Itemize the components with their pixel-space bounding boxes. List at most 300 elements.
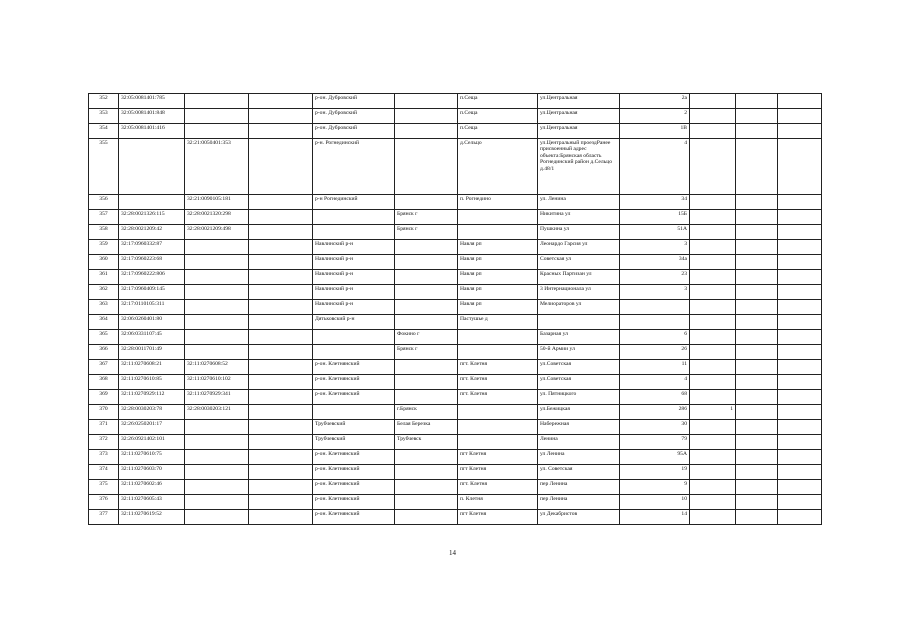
street-cell: ул.Центральная: [538, 94, 620, 109]
city-cell: [395, 270, 458, 285]
building-cell: [690, 225, 736, 240]
district-cell: [313, 405, 395, 420]
city-cell: [395, 195, 458, 210]
building-cadastral-cell: 32:11:0270608:52: [185, 360, 249, 375]
row-number-cell: 358: [89, 225, 119, 240]
extra-cell-1: [736, 315, 778, 330]
extra-cell-2: [778, 225, 822, 240]
row-number-cell: 370: [89, 405, 119, 420]
district-cell: Дятьковский р-н: [313, 315, 395, 330]
street-cell: ул.Центральный проездРанее присвоенный адрес объекта:Брянская область Рогнединский район д.Сельцо д.48/1: [538, 139, 620, 195]
settlement-cell: [458, 405, 538, 420]
house-number-cell: 6: [620, 330, 690, 345]
building-cadastral-cell: [185, 109, 249, 124]
house-number-cell: 34а: [620, 255, 690, 270]
cadastral-number-cell: 32:11:0270619:52: [119, 510, 185, 525]
building-cell: [690, 345, 736, 360]
street-cell: [538, 315, 620, 330]
settlement-cell: [458, 420, 538, 435]
extra-cell-2: [778, 139, 822, 195]
extra-cell-1: [736, 225, 778, 240]
extra-cell-1: [736, 480, 778, 495]
city-cell: Трубчевск: [395, 435, 458, 450]
settlement-cell: Навля рп: [458, 300, 538, 315]
extra-cell-1: [736, 405, 778, 420]
cadastral-number-cell: 32:28:0021209:42: [119, 225, 185, 240]
street-cell: Леонардо Гарсия ул: [538, 240, 620, 255]
table-row: [89, 330, 822, 345]
cadastral-number-cell: 32:17:0960409:145: [119, 285, 185, 300]
district-cell: [313, 225, 395, 240]
building-cadastral-cell: [185, 450, 249, 465]
street-cell: 3 Интернационала ул: [538, 285, 620, 300]
extra-cadastral-cell: [249, 270, 313, 285]
extra-cadastral-cell: [249, 330, 313, 345]
house-number-cell: 51А: [620, 225, 690, 240]
extra-cell-1: [736, 495, 778, 510]
city-cell: [395, 375, 458, 390]
district-cell: [313, 345, 395, 360]
building-cell: [690, 210, 736, 225]
building-cadastral-cell: [185, 510, 249, 525]
district-cell: р-н. Рогнединский: [313, 139, 395, 195]
table-row: [89, 240, 822, 255]
settlement-cell: п.Сеща: [458, 124, 538, 139]
row-number-cell: 366: [89, 345, 119, 360]
extra-cadastral-cell: [249, 109, 313, 124]
extra-cell-1: [736, 139, 778, 195]
building-cell: [690, 390, 736, 405]
building-cadastral-cell: 32:28:0021320:298: [185, 210, 249, 225]
table-row: [89, 345, 822, 360]
row-number-cell: 361: [89, 270, 119, 285]
table-row: [89, 420, 822, 435]
building-cadastral-cell: [185, 300, 249, 315]
settlement-cell: [458, 345, 538, 360]
city-cell: Фокино г: [395, 330, 458, 345]
extra-cadastral-cell: [249, 255, 313, 270]
district-cell: р-он. Дубровский: [313, 109, 395, 124]
house-number-cell: 26: [620, 345, 690, 360]
city-cell: Брянск г: [395, 210, 458, 225]
extra-cell-1: [736, 210, 778, 225]
extra-cell-2: [778, 345, 822, 360]
table-row: [89, 450, 822, 465]
building-cadastral-cell: 32:11:0270610:102: [185, 375, 249, 390]
extra-cadastral-cell: [249, 420, 313, 435]
row-number-cell: 362: [89, 285, 119, 300]
extra-cell-2: [778, 195, 822, 210]
district-cell: р-н Рогнединский: [313, 195, 395, 210]
city-cell: [395, 465, 458, 480]
cadastral-number-cell: 32:28:0021326:115: [119, 210, 185, 225]
cadastral-number-cell: 32:11:0270605:43: [119, 495, 185, 510]
extra-cadastral-cell: [249, 345, 313, 360]
building-cadastral-cell: [185, 480, 249, 495]
table-row: [89, 124, 822, 139]
row-number-cell: 359: [89, 240, 119, 255]
settlement-cell: Навля рп: [458, 255, 538, 270]
settlement-cell: [458, 330, 538, 345]
extra-cell-2: [778, 390, 822, 405]
extra-cell-1: [736, 195, 778, 210]
city-cell: [395, 390, 458, 405]
cadastral-number-cell: 32:17:0960222:806: [119, 270, 185, 285]
district-cell: р-он. Дубровский: [313, 124, 395, 139]
city-cell: [395, 300, 458, 315]
house-number-cell: 79: [620, 435, 690, 450]
house-number-cell: 11: [620, 360, 690, 375]
extra-cell-1: [736, 390, 778, 405]
cadastral-number-cell: 32:11:0270610:75: [119, 450, 185, 465]
street-cell: ул. Пятницкого: [538, 390, 620, 405]
building-cell: [690, 330, 736, 345]
extra-cell-2: [778, 510, 822, 525]
district-cell: р-он. Клетнянский: [313, 510, 395, 525]
district-cell: Навлинский р-н: [313, 300, 395, 315]
building-cell: [690, 109, 736, 124]
extra-cell-2: [778, 360, 822, 375]
extra-cadastral-cell: [249, 195, 313, 210]
house-number-cell: 4: [620, 375, 690, 390]
settlement-cell: пгт. Клетня: [458, 390, 538, 405]
settlement-cell: пгт. Клетня: [458, 375, 538, 390]
city-cell: [395, 285, 458, 300]
extra-cell-1: [736, 285, 778, 300]
settlement-cell: п.Сеща: [458, 94, 538, 109]
table-row: [89, 480, 822, 495]
table-row: [89, 255, 822, 270]
building-cell: [690, 94, 736, 109]
table-row: [89, 315, 822, 330]
extra-cadastral-cell: [249, 510, 313, 525]
house-number-cell: 10: [620, 495, 690, 510]
house-number-cell: [620, 300, 690, 315]
extra-cadastral-cell: [249, 390, 313, 405]
cadastral-number-cell: 32:17:0960332:87: [119, 240, 185, 255]
table-row: [89, 210, 822, 225]
settlement-cell: пгт Клетня: [458, 465, 538, 480]
house-number-cell: 286: [620, 405, 690, 420]
house-number-cell: 23: [620, 270, 690, 285]
district-cell: р-он. Клетнянский: [313, 465, 395, 480]
extra-cadastral-cell: [249, 210, 313, 225]
extra-cell-2: [778, 315, 822, 330]
settlement-cell: [458, 435, 538, 450]
cadastral-number-cell: 32:11:0270610:85: [119, 375, 185, 390]
street-cell: ул. Советская: [538, 465, 620, 480]
settlement-cell: п. Клетня: [458, 495, 538, 510]
extra-cell-2: [778, 94, 822, 109]
building-cell: [690, 510, 736, 525]
row-number-cell: 373: [89, 450, 119, 465]
settlement-cell: пгт Клетня: [458, 450, 538, 465]
row-number-cell: 357: [89, 210, 119, 225]
house-number-cell: 15Б: [620, 210, 690, 225]
extra-cell-1: [736, 420, 778, 435]
extra-cadastral-cell: [249, 375, 313, 390]
house-number-cell: 3: [620, 285, 690, 300]
cadastral-number-cell: 32:05:0081401:785: [119, 94, 185, 109]
building-cadastral-cell: [185, 124, 249, 139]
row-number-cell: 377: [89, 510, 119, 525]
extra-cadastral-cell: [249, 240, 313, 255]
row-number-cell: 367: [89, 360, 119, 375]
district-cell: [313, 210, 395, 225]
building-cadastral-cell: [185, 285, 249, 300]
district-cell: р-он. Клетнянский: [313, 480, 395, 495]
extra-cadastral-cell: [249, 495, 313, 510]
table-row: [89, 390, 822, 405]
street-cell: ул.Центральная: [538, 124, 620, 139]
building-cell: [690, 255, 736, 270]
building-cell: [690, 124, 736, 139]
building-cadastral-cell: [185, 240, 249, 255]
city-cell: [395, 360, 458, 375]
settlement-cell: пгт Клетня: [458, 510, 538, 525]
street-cell: Базарная ул: [538, 330, 620, 345]
extra-cell-1: [736, 450, 778, 465]
building-cell: [690, 420, 736, 435]
city-cell: [395, 255, 458, 270]
building-cell: [690, 139, 736, 195]
table-row: [89, 495, 822, 510]
extra-cell-1: [736, 510, 778, 525]
row-number-cell: 371: [89, 420, 119, 435]
row-number-cell: 369: [89, 390, 119, 405]
extra-cell-1: [736, 360, 778, 375]
registry-table: [88, 93, 822, 525]
extra-cell-1: [736, 109, 778, 124]
street-cell: Ленина: [538, 435, 620, 450]
house-number-cell: 4: [620, 139, 690, 195]
cadastral-number-cell: 32:06:0331107:45: [119, 330, 185, 345]
cadastral-number-cell: 32:11:0270608:21: [119, 360, 185, 375]
table-row: [89, 225, 822, 240]
table-row: [89, 285, 822, 300]
building-cell: [690, 495, 736, 510]
street-cell: пер Ленина: [538, 480, 620, 495]
row-number-cell: 356: [89, 195, 119, 210]
extra-cell-2: [778, 240, 822, 255]
row-number-cell: 353: [89, 109, 119, 124]
building-cadastral-cell: 32:28:0021209:498: [185, 225, 249, 240]
building-cadastral-cell: 32:21:0050401:353: [185, 139, 249, 195]
district-cell: р-он. Клетнянский: [313, 360, 395, 375]
extra-cadastral-cell: [249, 360, 313, 375]
building-cadastral-cell: [185, 270, 249, 285]
table-row: [89, 109, 822, 124]
extra-cadastral-cell: [249, 124, 313, 139]
house-number-cell: 34: [620, 195, 690, 210]
extra-cadastral-cell: [249, 435, 313, 450]
street-cell: ул Ленина: [538, 450, 620, 465]
table-row: [89, 435, 822, 450]
extra-cadastral-cell: [249, 285, 313, 300]
settlement-cell: [458, 210, 538, 225]
house-number-cell: 30: [620, 420, 690, 435]
table-row: [89, 300, 822, 315]
extra-cell-2: [778, 465, 822, 480]
house-number-cell: 9: [620, 480, 690, 495]
district-cell: Навлинский р-н: [313, 270, 395, 285]
page-number: 14: [449, 549, 456, 557]
row-number-cell: 368: [89, 375, 119, 390]
table-row: [89, 375, 822, 390]
table-row: [89, 270, 822, 285]
cadastral-number-cell: 32:28:0011701:49: [119, 345, 185, 360]
extra-cell-1: [736, 375, 778, 390]
city-cell: г.Брянск: [395, 405, 458, 420]
row-number-cell: 352: [89, 94, 119, 109]
extra-cadastral-cell: [249, 405, 313, 420]
house-number-cell: 2: [620, 109, 690, 124]
extra-cell-1: [736, 300, 778, 315]
row-number-cell: 364: [89, 315, 119, 330]
building-cell: [690, 270, 736, 285]
building-cell: [690, 450, 736, 465]
extra-cell-2: [778, 375, 822, 390]
street-cell: ул Декабристов: [538, 510, 620, 525]
city-cell: [395, 94, 458, 109]
building-cell: [690, 375, 736, 390]
house-number-cell: 3: [620, 240, 690, 255]
building-cadastral-cell: [185, 420, 249, 435]
row-number-cell: 360: [89, 255, 119, 270]
extra-cell-2: [778, 270, 822, 285]
house-number-cell: 2а: [620, 94, 690, 109]
extra-cell-1: [736, 255, 778, 270]
street-cell: ул.Советская: [538, 360, 620, 375]
table-row: [89, 405, 822, 420]
district-cell: Навлинский р-н: [313, 255, 395, 270]
building-cadastral-cell: [185, 345, 249, 360]
row-number-cell: 355: [89, 139, 119, 195]
street-cell: Мелиораторов ул: [538, 300, 620, 315]
building-cell: [690, 435, 736, 450]
street-cell: Советская ул: [538, 255, 620, 270]
city-cell: Белая Березка: [395, 420, 458, 435]
city-cell: [395, 480, 458, 495]
table-row: [89, 94, 822, 109]
building-cell: [690, 465, 736, 480]
settlement-cell: Навля рп: [458, 285, 538, 300]
extra-cell-2: [778, 285, 822, 300]
street-cell: Набережная: [538, 420, 620, 435]
street-cell: ул.Центральная: [538, 109, 620, 124]
cadastral-number-cell: 32:05:0081401:848: [119, 109, 185, 124]
row-number-cell: 372: [89, 435, 119, 450]
cadastral-number-cell: [119, 139, 185, 195]
building-cell: [690, 360, 736, 375]
city-cell: [395, 495, 458, 510]
extra-cell-2: [778, 210, 822, 225]
extra-cell-1: [736, 330, 778, 345]
city-cell: [395, 510, 458, 525]
building-cadastral-cell: [185, 495, 249, 510]
settlement-cell: [458, 225, 538, 240]
settlement-cell: п. Рогнедино: [458, 195, 538, 210]
cadastral-number-cell: 32:11:0270603:70: [119, 465, 185, 480]
table-row: [89, 195, 822, 210]
street-cell: ул.Советская: [538, 375, 620, 390]
building-cadastral-cell: [185, 94, 249, 109]
extra-cell-2: [778, 124, 822, 139]
house-number-cell: 1В: [620, 124, 690, 139]
extra-cadastral-cell: [249, 300, 313, 315]
settlement-cell: Навля рп: [458, 270, 538, 285]
cadastral-number-cell: [119, 195, 185, 210]
extra-cadastral-cell: [249, 94, 313, 109]
cadastral-number-cell: 32:05:0081401:416: [119, 124, 185, 139]
extra-cell-2: [778, 435, 822, 450]
street-cell: ул. Ленина: [538, 195, 620, 210]
building-cadastral-cell: [185, 315, 249, 330]
cadastral-number-cell: 32:28:0030203:78: [119, 405, 185, 420]
building-cadastral-cell: [185, 465, 249, 480]
table-body: [89, 94, 822, 525]
street-cell: Пушкина ул: [538, 225, 620, 240]
building-cell: 1: [690, 405, 736, 420]
building-cell: [690, 195, 736, 210]
district-cell: р-он. Клетнянский: [313, 375, 395, 390]
extra-cell-2: [778, 420, 822, 435]
cadastral-number-cell: 32:26:0250201:17: [119, 420, 185, 435]
row-number-cell: 374: [89, 465, 119, 480]
building-cadastral-cell: 32:21:0090105:181: [185, 195, 249, 210]
extra-cell-1: [736, 435, 778, 450]
city-cell: [395, 139, 458, 195]
district-cell: р-он. Дубровский: [313, 94, 395, 109]
building-cadastral-cell: [185, 330, 249, 345]
table-row: [89, 510, 822, 525]
city-cell: [395, 450, 458, 465]
district-cell: р-он. Клетнянский: [313, 390, 395, 405]
city-cell: [395, 315, 458, 330]
table-row: [89, 360, 822, 375]
district-cell: Трубчевский: [313, 420, 395, 435]
extra-cell-2: [778, 480, 822, 495]
district-cell: р-он. Клетнянский: [313, 495, 395, 510]
building-cell: [690, 285, 736, 300]
building-cadastral-cell: [185, 255, 249, 270]
extra-cell-2: [778, 330, 822, 345]
street-cell: Красных Партизан ул: [538, 270, 620, 285]
house-number-cell: [620, 315, 690, 330]
settlement-cell: Навля рп: [458, 240, 538, 255]
extra-cell-1: [736, 124, 778, 139]
row-number-cell: 363: [89, 300, 119, 315]
extra-cadastral-cell: [249, 225, 313, 240]
building-cadastral-cell: 32:28:0030203:121: [185, 405, 249, 420]
city-cell: [395, 240, 458, 255]
district-cell: р-он. Клетнянский: [313, 450, 395, 465]
building-cadastral-cell: 32:11:0270929:341: [185, 390, 249, 405]
extra-cell-2: [778, 405, 822, 420]
row-number-cell: 375: [89, 480, 119, 495]
extra-cell-1: [736, 240, 778, 255]
cadastral-number-cell: 32:11:0270929:112: [119, 390, 185, 405]
house-number-cell: 95А: [620, 450, 690, 465]
house-number-cell: 19: [620, 465, 690, 480]
building-cell: [690, 480, 736, 495]
extra-cadastral-cell: [249, 139, 313, 195]
city-cell: [395, 109, 458, 124]
cadastral-number-cell: 32:17:0960223:68: [119, 255, 185, 270]
house-number-cell: 14: [620, 510, 690, 525]
row-number-cell: 354: [89, 124, 119, 139]
building-cell: [690, 315, 736, 330]
